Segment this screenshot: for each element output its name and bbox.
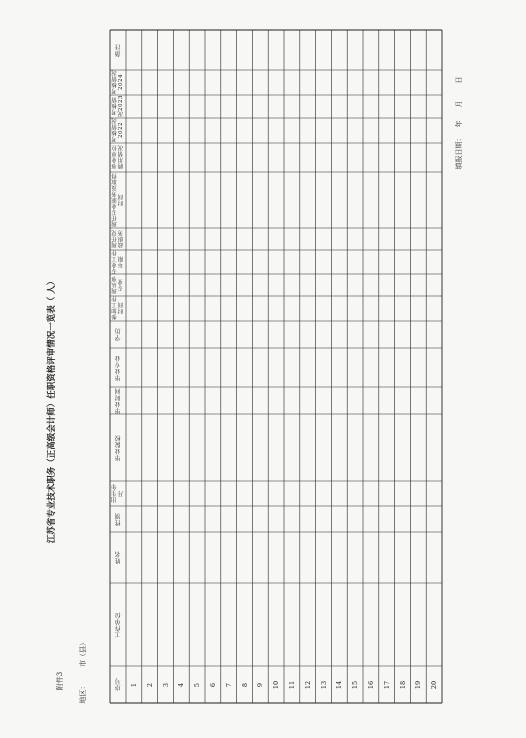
attachment-label: 附件3 xyxy=(56,671,64,691)
month-label: 月 xyxy=(455,100,463,108)
column-header xyxy=(110,666,126,703)
row-number: 13 xyxy=(319,680,328,689)
column-header-label: 性别 xyxy=(114,512,122,526)
row-number: 15 xyxy=(351,680,360,689)
column-header-label: 专业工作年限 xyxy=(111,250,124,274)
column-header-label: 学历 xyxy=(114,328,122,341)
column-header-label: 考核情况2022 xyxy=(111,118,124,143)
document-title: 江苏省专业技术职务（正高级会计师）任职资格评审情况一览表（ 人） xyxy=(47,276,57,544)
column-header xyxy=(110,348,126,387)
row-number: 20 xyxy=(430,680,439,689)
row-number: 6 xyxy=(208,682,217,687)
row-number: 16 xyxy=(366,680,375,689)
column-header xyxy=(110,321,126,348)
row-number: 7 xyxy=(224,682,233,687)
year-label: 年 xyxy=(455,120,463,128)
column-header-label: 序号 xyxy=(114,678,122,691)
column-header-label: 出生年月 xyxy=(111,483,125,504)
column-header-label: 备注 xyxy=(114,43,122,57)
row-number: 18 xyxy=(398,680,407,689)
row-number: 12 xyxy=(303,680,312,689)
row-number: 1 xyxy=(129,682,138,687)
row-number: 3 xyxy=(161,682,170,687)
column-header-label: 现任党政职务 xyxy=(111,230,124,248)
column-header xyxy=(110,118,126,143)
row-number: 11 xyxy=(287,680,296,689)
column-header-label: 工作单位 xyxy=(114,611,122,638)
column-header-label: 毕业时间 xyxy=(114,387,122,414)
row-number: 2 xyxy=(145,682,154,687)
column-header-label: 现任专业职务及取得时间 xyxy=(111,173,124,227)
row-number: 19 xyxy=(414,680,423,689)
fill-date-label: 填报日期： xyxy=(455,134,463,170)
column-header xyxy=(110,296,126,321)
column-header xyxy=(110,30,126,70)
column-header xyxy=(110,172,126,228)
column-header xyxy=(110,506,126,532)
column-header xyxy=(110,228,126,250)
column-header-label: 考核情况2023 xyxy=(111,95,124,118)
row-number: 4 xyxy=(177,682,186,687)
column-header-label: 现从事专业 xyxy=(111,276,124,294)
column-header-label: 毕业专业 xyxy=(114,354,122,381)
column-header-label: 姓名 xyxy=(114,551,122,564)
column-header xyxy=(110,95,126,118)
column-header xyxy=(110,70,126,95)
column-header-label: 事业单位聘用情况 xyxy=(111,145,124,170)
column-header-label: 考核情况2024 xyxy=(111,70,124,95)
column-header xyxy=(110,532,126,583)
row-number: 17 xyxy=(382,680,391,689)
column-header xyxy=(110,250,126,274)
column-header-label: 参加工作时间 xyxy=(111,296,124,321)
column-header xyxy=(110,414,126,481)
column-header xyxy=(110,274,126,296)
row-number: 10 xyxy=(272,680,281,689)
region-label: 地区： xyxy=(79,682,87,704)
row-number: 9 xyxy=(256,682,265,687)
column-header xyxy=(110,481,126,506)
column-header-label: 毕业院校 xyxy=(114,434,122,461)
city-label: 市（县） xyxy=(79,639,87,667)
row-number: 8 xyxy=(240,682,249,687)
day-label: 日 xyxy=(455,76,463,84)
column-header xyxy=(110,387,126,414)
row-number: 14 xyxy=(335,680,344,689)
column-header xyxy=(110,143,126,172)
column-header xyxy=(110,583,126,666)
row-number: 5 xyxy=(193,682,202,687)
